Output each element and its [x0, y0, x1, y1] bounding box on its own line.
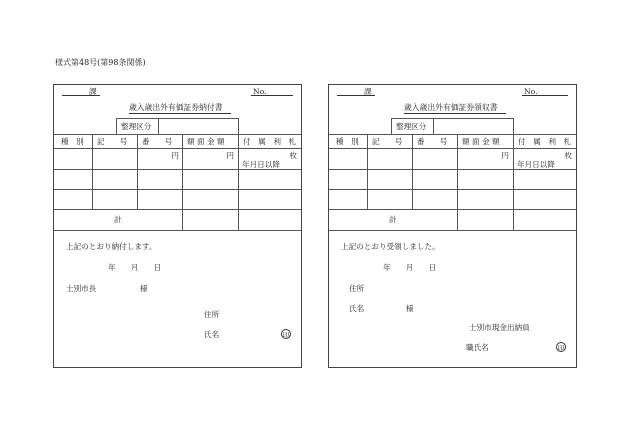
unit-yen: 円	[501, 151, 509, 160]
unit-yen: 円	[226, 151, 234, 160]
statement: 上記のとおり受領しました。	[341, 242, 440, 251]
rule	[158, 118, 159, 134]
address-label: 住所	[204, 310, 220, 319]
addressee: 士別市長	[66, 284, 97, 293]
address-label: 住所	[349, 284, 365, 293]
rule	[412, 134, 413, 209]
title-underline	[129, 113, 231, 114]
rule	[116, 118, 117, 134]
rule	[54, 230, 301, 231]
rule	[367, 134, 368, 209]
rule	[238, 134, 239, 230]
rule	[391, 118, 513, 119]
statement: 上記のとおり納付します。	[66, 242, 157, 251]
rule	[238, 118, 239, 134]
column-face-value: 額 面 金 額	[187, 137, 225, 146]
dept-suffix: 課	[364, 87, 372, 96]
column-type: 種 別	[61, 137, 84, 146]
honorific: 様	[140, 284, 148, 293]
unit-yen: 円	[171, 151, 179, 160]
seal-icon: 印	[282, 331, 290, 339]
column-number: 番 号	[417, 137, 448, 146]
rule	[329, 230, 576, 231]
rule	[457, 134, 458, 230]
no-label: No.	[253, 87, 267, 96]
total-label: 計	[389, 215, 397, 224]
rule	[54, 209, 301, 210]
total-label: 計	[114, 215, 122, 224]
honorific: 様	[406, 304, 414, 313]
column-type: 種 別	[336, 137, 359, 146]
coupon-date: 年月日以降	[517, 160, 555, 169]
no-label: No.	[524, 87, 538, 96]
column-symbol: 記 号	[372, 137, 403, 146]
title-underline	[404, 113, 506, 114]
rule	[513, 118, 514, 134]
rule	[182, 134, 183, 230]
date-line: 年 月 日	[383, 263, 437, 272]
coupon-date: 年月日以降	[242, 160, 280, 169]
cashier-title: 士別市現金出納員	[469, 323, 530, 332]
form-title: 歳入歳出外有価証券領収書	[404, 103, 498, 112]
rule	[513, 134, 514, 230]
rule	[92, 134, 93, 209]
name-label: 氏名	[204, 330, 220, 339]
column-number: 番 号	[142, 137, 173, 146]
seal-icon: 印	[557, 344, 565, 352]
column-symbol: 記 号	[97, 137, 128, 146]
column-face-value: 額 面 金 額	[462, 137, 500, 146]
rule	[137, 134, 138, 209]
unit-sheets: 枚	[564, 151, 572, 160]
column-coupon: 付 属 利 札	[243, 137, 297, 146]
rule	[116, 118, 238, 119]
payment-form	[53, 84, 302, 368]
rule	[329, 209, 576, 210]
receipt-form	[328, 84, 577, 368]
column-coupon: 付 属 利 札	[518, 137, 572, 146]
no-underline	[522, 95, 568, 96]
dept-suffix: 課	[89, 87, 97, 96]
no-underline	[251, 95, 293, 96]
form-title: 歳入歳出外有価証券納付書	[129, 103, 223, 112]
official-name-label: 職氏名	[466, 343, 489, 352]
rule	[433, 118, 434, 134]
date-line: 年 月 日	[108, 263, 162, 272]
rule	[391, 118, 392, 134]
category-label: 整理区分	[396, 122, 427, 131]
unit-sheets: 枚	[289, 151, 297, 160]
category-label: 整理区分	[121, 122, 152, 131]
form-number: 様式第48号(第98条関係)	[55, 58, 146, 67]
name-label: 氏名	[349, 304, 365, 313]
